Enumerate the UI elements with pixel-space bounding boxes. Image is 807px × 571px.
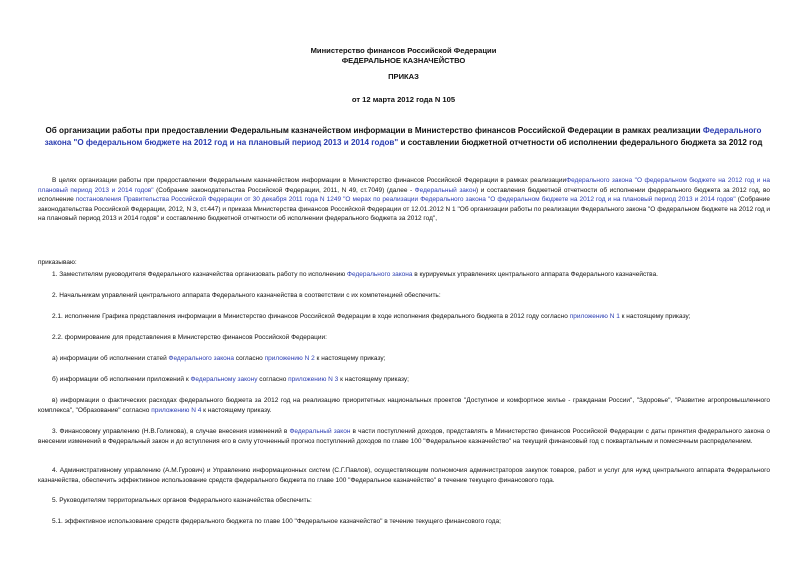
appendix-2-link[interactable]: приложению N 2 <box>264 355 315 362</box>
item-1-law-link[interactable]: Федерального закона <box>347 271 413 278</box>
item-a-text-end: к настоящему приказу; <box>314 355 386 362</box>
item-3 <box>38 427 770 446</box>
item-2-1 <box>38 312 770 322</box>
item-3-text-end: в части поступлений доходов, представлять в Министерство финансов Российской Федерации с даты принятия федерального закона о внесении изменений в Федеральный закон и до вступления его в силу уточненный прогноз поступлений доходов по главе 100 "Федеральное казначейство" на текущий финансовый год с поквартальным и помесячным распределением. <box>38 428 771 445</box>
item-a-text-mid: согласно <box>233 355 265 362</box>
item-a <box>38 354 770 364</box>
appendix-3-link[interactable]: приложению N 3 <box>288 376 339 383</box>
item-a-law-link[interactable]: Федерального закона <box>168 355 234 362</box>
item-b-law-link[interactable]: Федеральному закону <box>190 376 258 383</box>
order-word: приказываю: <box>38 259 77 266</box>
preamble-text-3: ) и составления бюджетной отчетности об исполнении федерального бюджета за 2012 год, во исполнение <box>38 186 770 204</box>
preamble-law-link[interactable]: Федерального закона "О федеральном бюджете на 2012 год и на плановый период 2013 и 2014 годов" <box>38 177 770 194</box>
title-law-link[interactable]: Федерального закона "О федеральном бюджете на 2012 год и на плановый период 2013 и 2014 годов" <box>44 126 762 147</box>
item-v-text: в) информации о фактических расходах федерального бюджета за 2012 год на реализацию приоритетных национальных проектов "Доступное и комфортное жилье - гражданам России", "Здоровье", "Развитие агропромышленного комплекса", "Образование" согласно <box>38 397 770 414</box>
government-decree-link[interactable]: постановления Правительства Российской Федерации от 30 декабря 2011 года N 1249 "О мерах по реализации Федерального закона "О федеральном бюджете на 2012 год и на плановый период 2013 и 2014 годов" <box>75 196 736 204</box>
item-4: 4. Административному управлению (А.М.Гурович) и Управлению информационных систем (С.Г.Павлов), осуществляющим полномочия администраторов закупок товаров, работ и услуг для нужд центрального аппарата Федерального казначейства, обеспечить эффективное использование средств федерального бюджета по главе 100 "Федеральное казначейство" в течение текущего финансового года. <box>38 467 770 484</box>
item-a-text: а) информации об исполнении статей <box>52 355 169 362</box>
item-2-1-text-end: к настоящему приказу; <box>619 313 691 320</box>
title-text-2: и составлении бюджетной отчетности об исполнении федерального бюджета за 2012 год <box>398 137 763 147</box>
item-5: 5. Руководителям территориальных органов Федерального казначейства обеспечить: <box>52 497 312 504</box>
item-3-law-link[interactable]: Федеральный закон <box>289 428 351 435</box>
preamble-paragraph <box>38 176 770 224</box>
agency-name: ФЕДЕРАЛЬНОЕ КАЗНАЧЕЙСТВО <box>341 56 466 65</box>
doc-date: от 12 марта 2012 года N 105 <box>351 95 456 104</box>
item-1-text: 1. Заместителям руководителя Федерального казначейства организовать работу по исполнению <box>52 271 348 278</box>
item-5-1: 5.1. эффективное использование средств федерального бюджета по главе 100 "Федеральное казначейство" в течение текущего финансового года; <box>52 518 501 525</box>
item-2-2: 2.2. формирование для представления в Министерство финансов Российской Федерации: <box>52 334 327 341</box>
header-authority <box>0 46 807 66</box>
preamble-text-2: (Собрание законодательства Российской Федерации, 2011, N 49, ст.7049) (далее - <box>153 186 415 194</box>
item-2-1-text: 2.1. исполнение Графика представления информации в Министерство финансов Российской Федерации в ходе исполнения федерального бюджета в 2012 году согласно <box>52 313 570 320</box>
item-1 <box>38 270 770 280</box>
federal-law-link[interactable]: Федеральный закон <box>414 186 477 194</box>
item-b-text: б) информации об исполнении приложений к <box>52 376 191 383</box>
item-b-text-mid: согласно <box>257 376 289 383</box>
item-1-text-end: в курируемых управлениях центрального аппарата Федерального казначейства. <box>412 271 658 278</box>
document-title <box>40 125 767 148</box>
item-3-text: 3. Финансовому управлению (Н.В.Голикова), в случае внесения изменений в <box>52 428 290 435</box>
item-b-text-end: к настоящему приказу; <box>338 376 409 383</box>
ministry-name: Министерство финансов Российской Федерации <box>310 46 497 55</box>
title-text-1: Об организации работы при предоставлении Федеральным казначейством информации в Министерство финансов Российской Федерации в рамках реализации <box>45 126 703 135</box>
item-b <box>38 375 770 385</box>
appendix-1-link[interactable]: приложению N 1 <box>569 313 620 320</box>
item-v <box>38 396 770 415</box>
item-2: 2. Начальникам управлений центрального аппарата Федерального казначейства в соответствии с их компетенцией обеспечить: <box>52 292 441 299</box>
item-v-text-end: к настоящему приказу. <box>201 406 272 414</box>
doc-type: ПРИКАЗ <box>388 72 419 81</box>
preamble-text-1: В целях организации работы при предоставлении Федеральным казначейством информации в Министерство финансов Российской Федерации в рамках реализации <box>52 177 567 184</box>
appendix-4-link[interactable]: приложению N 4 <box>151 406 202 414</box>
preamble-text-4: (Собрание законодательства Российской Федерации, 2012, N 3, ст.447) и приказа Министерства финансов Российской Федерации от 12.01.2012 N 1 "Об организации работы по реализации Федерального закона "О федеральном бюджете на 2012 год и на плановый период 2013 и 2014 годов" и составлению бюджетной отчетности об исполнении федерального бюджета за 2012 год", <box>38 196 770 223</box>
